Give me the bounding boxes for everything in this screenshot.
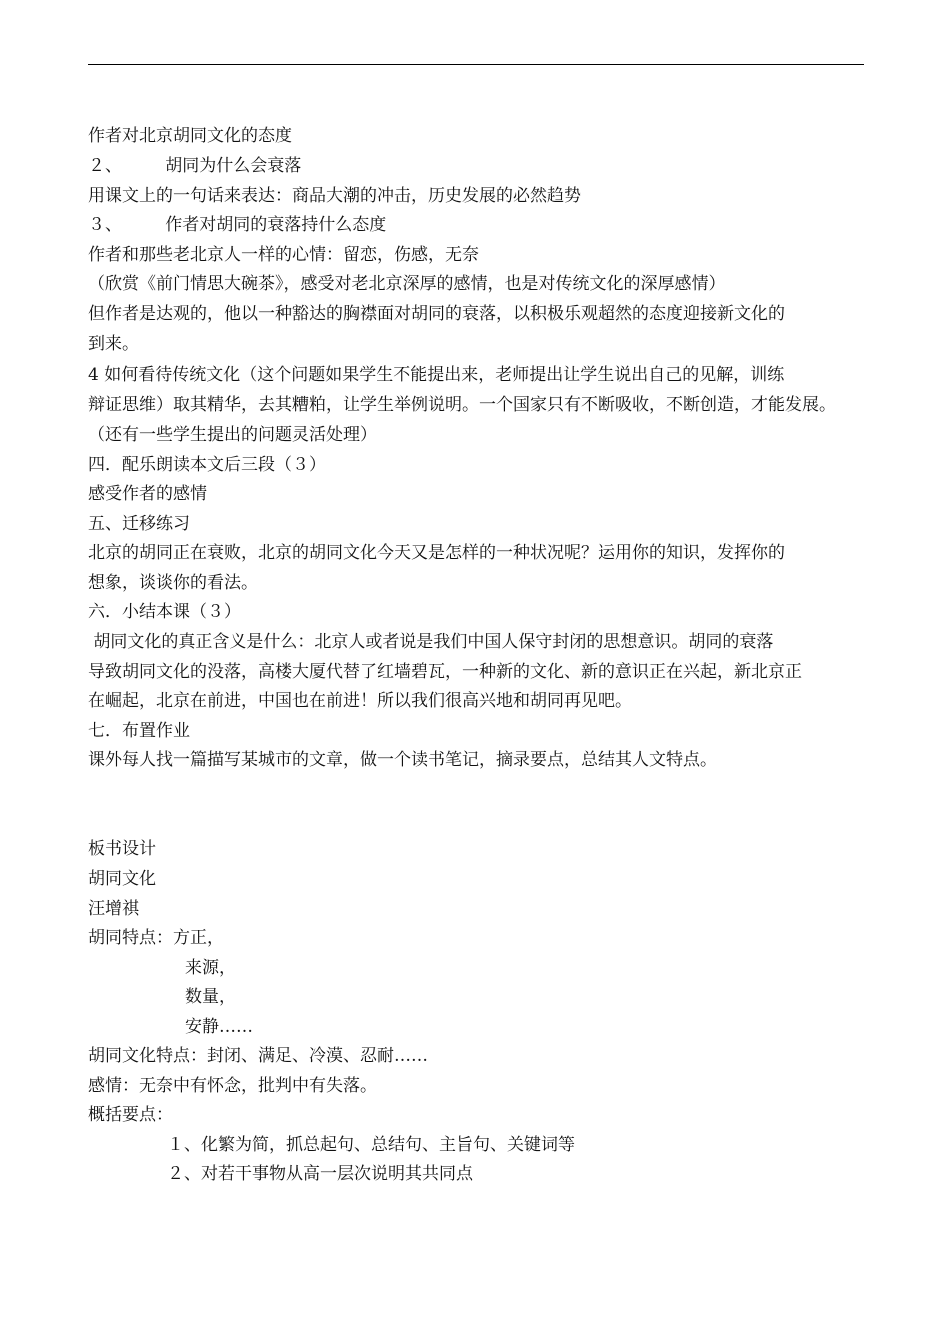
text-line: 胡同文化的真正含义是什么：北京人或者说是我们中国人保守封闭的思想意识。胡同的衰落 — [88, 632, 774, 652]
section-heading: 五、迁移练习 — [88, 514, 190, 534]
text-line: （欣赏《前门情思大碗茶》，感受对老北京深厚的感情，也是对传统文化的深厚感情） — [88, 274, 726, 294]
text-line: ３、 作者对胡同的衰落持什么态度 — [88, 215, 387, 235]
text-line: 作者对北京胡同文化的态度 — [88, 126, 292, 146]
text-line: 课外每人找一篇描写某城市的文章，做一个读书笔记，摘录要点，总结其人文特点。 — [88, 750, 717, 770]
board-heading: 板书设计 — [88, 839, 156, 859]
text-line: ２、 胡同为什么会衰落 — [88, 156, 302, 176]
section-heading: 六．小结本课（３） — [88, 602, 241, 622]
board-summary-point: １、化繁为简，抓总起句、总结句、主旨句、关键词等 — [167, 1135, 575, 1155]
section-heading: 七．布置作业 — [88, 721, 190, 741]
board-emotion: 感情：无奈中有怀念，批判中有失落。 — [88, 1076, 377, 1096]
board-culture-features: 胡同文化特点：封闭、满足、冷漠、忍耐…… — [88, 1046, 428, 1066]
text-line: 辩证思维）取其精华，去其糟粕，让学生举例说明。一个国家只有不断吸收，不断创造，才能发展。 — [88, 395, 836, 415]
text-line: 导致胡同文化的没落，高楼大厦代替了红墙碧瓦，一种新的文化、新的意识正在兴起，新北京正 — [88, 662, 802, 682]
text-line: 但作者是达观的，他以一种豁达的胸襟面对胡同的衰落，以积极乐观超然的态度迎接新文化的 — [88, 304, 785, 324]
header-rule — [88, 64, 864, 65]
board-summary-label: 概括要点： — [88, 1105, 173, 1125]
board-author: 汪增祺 — [88, 899, 139, 919]
text-line: 想象，谈谈你的看法。 — [88, 573, 258, 593]
text-line: （还有一些学生提出的问题灵活处理） — [88, 425, 377, 445]
section-heading: 四．配乐朗读本文后三段（３） — [88, 455, 326, 475]
board-feature: 安静…… — [185, 1017, 253, 1037]
text-line: 4 如何看待传统文化（这个问题如果学生不能提出来，老师提出让学生说出自己的见解，训练 — [88, 365, 785, 385]
text-line: 作者和那些老北京人一样的心情：留恋，伤感，无奈 — [88, 245, 479, 265]
text-line: 到来。 — [88, 334, 139, 354]
text-line: 北京的胡同正在衰败，北京的胡同文化今天又是怎样的一种状况呢？运用你的知识，发挥你的 — [88, 543, 785, 563]
text-line: 感受作者的感情 — [88, 484, 207, 504]
board-feature: 来源， — [185, 958, 236, 978]
text-line: 在崛起，北京在前进，中国也在前进！所以我们很高兴地和胡同再见吧。 — [88, 691, 632, 711]
text-line: 用课文上的一句话来表达：商品大潮的冲击，历史发展的必然趋势 — [88, 186, 581, 206]
board-features-label: 胡同特点：方正， — [88, 928, 224, 948]
board-title: 胡同文化 — [88, 869, 156, 889]
board-summary-point: ２、对若干事物从高一层次说明其共同点 — [167, 1164, 473, 1184]
board-feature: 数量， — [185, 987, 236, 1007]
